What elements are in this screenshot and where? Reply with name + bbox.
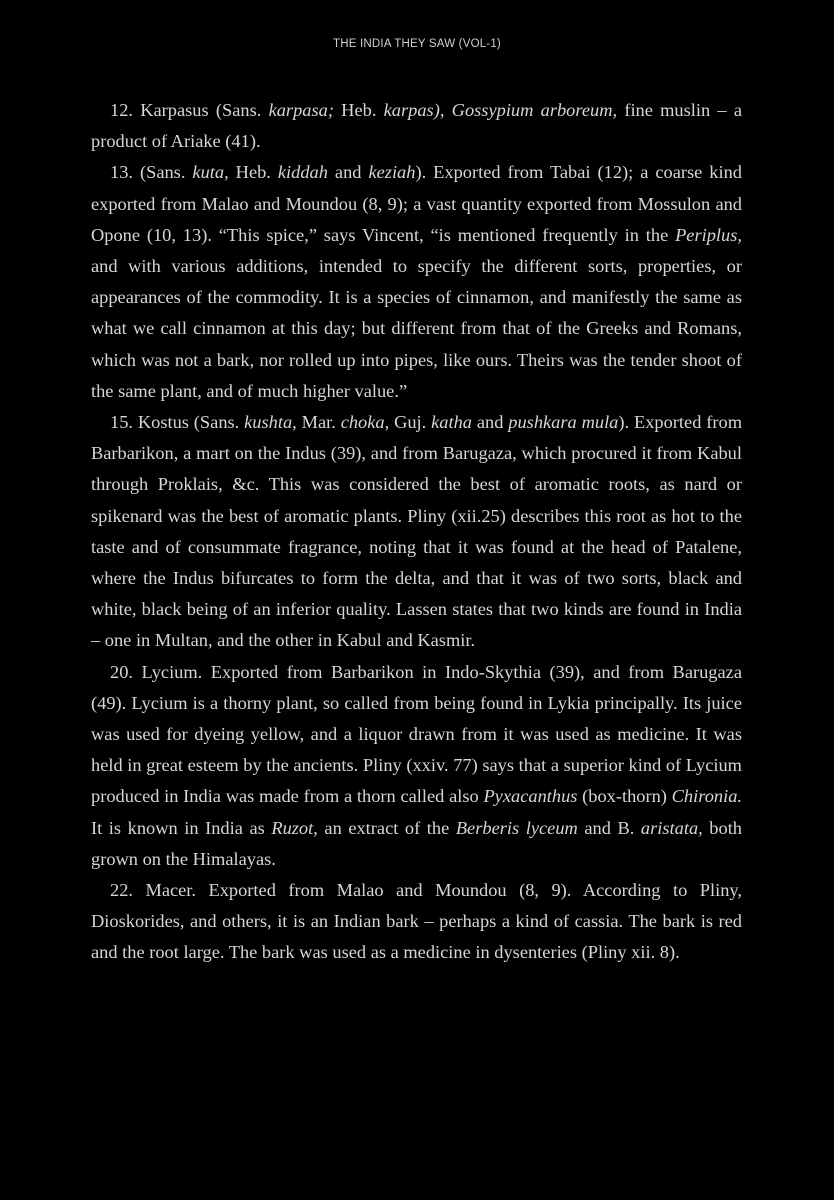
text-run: ). Exported from Barbarikon, a mart on the Indus (39), and from Barugaza, which procured it from Kabul through Proklais, &c. This was considered the best of aromatic roots, as nard or spikenard was the best of aromatic plants. Pliny (xii.25) describes this root as hot to the taste and of consummate fragrance, noting that it was found at the head of Patalene, where the Indus bifurcates to form the delta, and that it was of two sorts, black and white, black being of an inferior quality. Lassen states that two kinds are found in India – one in Multan, and the other in Kabul and Kasmir.: [91, 412, 742, 651]
glossary-entry-20: [91, 657, 742, 875]
text-run: 13. (Sans.: [110, 162, 193, 183]
italic-term: karpasa;: [268, 100, 334, 120]
body-text: [91, 95, 742, 969]
text-run: , Mar.: [292, 412, 341, 433]
glossary-entry-12: [91, 95, 742, 157]
text-run: 22. Macer. Exported from Malao and Moundou (8, 9). According to Pliny, Dioskorides, and others, it is an Indian bark – perhaps a kind of cassia. The bark is red and the root large. The bark was used as a medicine in dysenteries (Pliny xii. 8).: [91, 880, 742, 963]
italic-term: Gossypium arboreum,: [451, 100, 618, 120]
italic-term: katha: [431, 412, 472, 433]
text-run: [444, 100, 451, 120]
glossary-entry-15: [91, 407, 742, 657]
italic-term: pushkara mula: [508, 412, 619, 433]
text-run: , Heb.: [224, 162, 278, 183]
italic-term: keziah: [368, 162, 416, 183]
glossary-entry-22: [91, 875, 742, 969]
italic-term: kiddah: [277, 162, 328, 183]
text-run: 12. Karpasus (Sans.: [110, 100, 269, 120]
italic-term: kushta: [244, 412, 293, 433]
text-run: It is known in India as: [91, 817, 272, 838]
italic-term: Berberis lyceum: [455, 817, 578, 838]
italic-term: choka: [340, 412, 385, 433]
text-run: (box-thorn): [577, 786, 672, 807]
italic-term: karpas),: [383, 100, 445, 120]
text-run: fine muslin – a product of Ariake (41).: [91, 100, 742, 152]
italic-term: Chironia.: [671, 786, 742, 807]
text-run: Heb.: [333, 100, 384, 120]
text-run: ). Exported from Tabai (12); a coarse kind exported from Malao and Moundou (8, 9); a vast quantity exported from Mossulon and Opone (10, 13). “This spice,” says Vincent, “is mentioned frequently in the: [91, 162, 743, 245]
italic-term: aristata,: [640, 817, 703, 838]
glossary-entry-13: [91, 157, 742, 407]
italic-term: kuta: [192, 162, 225, 183]
text-run: , an extract of the: [313, 817, 456, 838]
text-run: both grown on the Himalayas.: [91, 817, 743, 869]
italic-term: Ruzot: [271, 817, 314, 838]
text-run: and B.: [577, 817, 641, 838]
text-run: and: [472, 412, 509, 433]
text-run: 20. Lycium. Exported from Barbarikon in Indo-Skythia (39), and from Barugaza (49). Lycium is a thorny plant, so called from being found in Lykia principally. Its juice was used for dyeing yellow, and a liquor drawn from it was used as medicine. It was held in great esteem by the ancients. Pliny (xxiv. 77) says that a superior kind of Lycium produced in India was made from a thorn called also: [91, 661, 742, 807]
text-run: and: [327, 162, 369, 183]
text-run: 15. Kostus (Sans.: [110, 412, 245, 433]
italic-term: Periplus,: [675, 224, 742, 245]
italic-term: Pyxacanthus: [483, 786, 578, 807]
running-head-title: THE INDIA THEY SAW (VOL-1): [333, 38, 501, 50]
text-run: , Guj.: [384, 412, 432, 433]
text-run: and with various additions, intended to specify the different sorts, properties, or appearances of the commodity. It is a species of cinnamon, and manifestly the same as what we call cinnamon at this day; but different from that of the Greeks and Romans, which was not a bark, nor rolled up into pipes, like ours. Theirs was the tender shoot of the same plant, and of much higher value.”: [91, 256, 742, 401]
